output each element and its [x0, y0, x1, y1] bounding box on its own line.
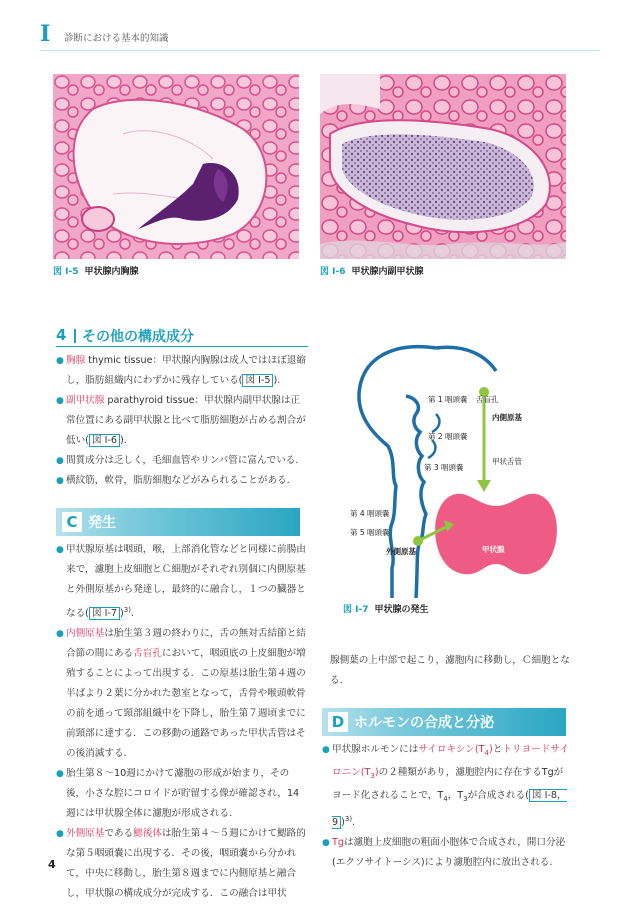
bullet-icon: ●: [56, 545, 64, 555]
term: Tg: [332, 836, 344, 848]
term-text: サイロキシン(T: [418, 744, 485, 755]
label-pouch-3: 第 3 咽頭嚢: [424, 463, 464, 472]
item-text: 甲状腺ホルモンには: [332, 744, 419, 755]
section-4-heading: [56, 326, 308, 347]
subscript: 3: [370, 771, 375, 780]
list-item: [56, 351, 308, 391]
descent-arrow-icon: [477, 480, 491, 492]
bullet-icon: ●: [56, 476, 64, 486]
item-text: ).: [273, 375, 281, 386]
label-thyroid: 甲状腺: [482, 545, 505, 554]
item-text: 甲状腺原基は咽頭，喉，上部消化管などと同様に前腸由来で，濾胞上皮細胞とＣ細胞がそれぞれ別個に内側原基と外側原基から発達し，最終的に融合し，１つの臓器となる(: [66, 544, 306, 620]
term: 副甲状腺: [66, 395, 105, 406]
figure-5-number: 図 I-5: [53, 267, 79, 277]
list-item: [56, 824, 308, 904]
figure-7-number: 図 I-7: [343, 605, 369, 615]
subscript: 4: [484, 748, 489, 757]
figure-6-title: 甲状腺内副甲状腺: [351, 267, 424, 277]
figure-6-number: 図 I-6: [320, 267, 346, 277]
item-text: 横紋筋，軟骨，脂肪細胞などがみられることがある.: [66, 475, 290, 486]
paragraph: [330, 651, 570, 691]
figure-reference-link[interactable]: 図 I-7: [89, 607, 120, 620]
list-item: [322, 740, 570, 833]
section-d-letter: D: [328, 712, 348, 732]
label-pouch-2: 第 2 咽頭嚢: [428, 432, 468, 441]
item-text: が合成される(: [467, 789, 529, 801]
section-c-heading: [56, 508, 300, 536]
item-text: thymic tissue：甲状腺内胸腺は成人ではほぼ退縮し，脂肪組織内にわずかに残存している(: [66, 355, 306, 386]
section-c-body: [56, 540, 308, 904]
figure-5-micrograph: [53, 74, 299, 259]
figure-7-diagram: [336, 336, 576, 598]
section-c-continuation: [330, 651, 570, 691]
bullet-icon: ●: [322, 837, 330, 848]
term-text: トリヨードサイロニン(T: [332, 744, 569, 778]
item-text: .: [352, 816, 356, 828]
page-number: 4: [48, 858, 56, 871]
item-text: は濾胞上皮細胞の粗面小胞体で合成され，開口分泌(エクソサイトーシス)により濾胞腔内に放出される.: [332, 836, 566, 868]
item-text: parathyroid tissue：甲状腺内副甲状腺は正常位置にある副甲状腺と比べて脂肪細胞が占める割合が低い(: [66, 395, 306, 446]
figure-5-title: 甲状腺内胸腺: [84, 267, 139, 277]
item-text: ): [341, 816, 345, 828]
list-item: [56, 540, 308, 624]
figure-7-title: 甲状腺の発生: [374, 605, 429, 615]
item-text: ): [119, 608, 124, 620]
bullet-icon: ●: [322, 745, 330, 755]
label-lateral-anlage: 外側原基: [386, 547, 416, 556]
figure-reference-link[interactable]: 図 I-5: [242, 374, 273, 387]
section-4-number: 4: [56, 326, 67, 344]
figure-6-micrograph: [320, 74, 566, 259]
figure-reference-link[interactable]: 図 I-8，9: [332, 789, 567, 828]
section-d-heading: [322, 708, 566, 736]
section-4-title: その他の構成成分: [82, 329, 194, 345]
term-text: ): [374, 766, 379, 778]
bullet-icon: ●: [56, 829, 64, 840]
lateral-anlage-dot: [413, 536, 423, 546]
list-item: [56, 471, 308, 491]
term: 舌盲孔: [133, 648, 162, 660]
section-d-title: ホルモンの合成と分泌: [354, 715, 494, 731]
running-header: 診断における基本的知識: [64, 33, 169, 44]
bullet-icon: ●: [56, 629, 64, 640]
label-pouch-5: 第 5 咽頭嚢: [350, 528, 390, 537]
list-item: [56, 624, 308, 764]
item-text: 腺側葉の上中部で起こり，濾胞内に移動し，Ｃ細胞となる.: [330, 655, 570, 686]
subscript: 4: [443, 794, 448, 803]
header-rule: [40, 50, 600, 51]
item-text: .: [130, 608, 134, 620]
item-text: は胎生第４〜５週にかけて鰓路的な第５咽頭嚢に出現する．その後，咽頭嚢から分かれて，中央に移動し，胎生第８週までに内側原基と融合し，甲状腺の構成成分が完成する．この融合は甲状: [66, 828, 306, 900]
item-text: 間質成分は乏しく，毛細血管やリンパ管に富んでいる.: [66, 455, 299, 466]
citation: 3): [123, 606, 131, 614]
pouch-outline: [406, 396, 426, 598]
section-c-title: 発生: [88, 515, 116, 531]
citation: 3): [344, 814, 353, 823]
item-text: において，咽頭底の上皮細胞が増殖することによって出現する．この原基は胎生第４週の半ばより２葉に分かれた憩室となって，舌骨や喉頭軟骨の前を通って頸部組織中を下降し，胎生第７週頃までに前頸部に達する．この移動の通路であった甲状舌管はその後消滅する.: [66, 648, 306, 760]
chapter-mark: I: [40, 21, 51, 47]
thyroid-gland-shape: [435, 494, 557, 574]
section-d-body: [322, 740, 570, 873]
label-pouch-1: 第 1 咽頭嚢: [428, 395, 468, 404]
label-thyroglossal-duct: 甲状舌管: [492, 457, 522, 466]
list-item: [322, 833, 570, 873]
label-medial-anlage: 内側原基: [492, 413, 522, 422]
term: 内側原基: [66, 628, 105, 640]
term: 鰓後体: [133, 828, 162, 840]
figure-7-caption: [343, 602, 429, 615]
bullet-icon: ●: [56, 396, 64, 406]
term: [418, 744, 492, 755]
list-item: [56, 451, 308, 471]
figure-6-caption: [320, 264, 424, 277]
term-text: ): [488, 744, 493, 755]
section-4-divider: [74, 329, 76, 343]
item-text: と: [492, 744, 503, 755]
item-text: である: [104, 828, 134, 840]
pharynx-outline: [359, 347, 436, 598]
term: 外側原基: [66, 828, 105, 840]
label-pouch-4: 第 4 咽頭嚢: [350, 509, 390, 518]
subscript: 3: [463, 794, 468, 803]
figure-reference-link[interactable]: 図 I-6: [89, 434, 120, 447]
item-text: ).: [119, 435, 127, 446]
list-item: [56, 764, 308, 824]
section-4-body: [56, 351, 308, 491]
item-text: ，T: [447, 789, 464, 801]
label-foramen-cecum: 舌盲孔: [476, 395, 499, 404]
term: 胸腺: [66, 355, 86, 366]
section-c-letter: C: [62, 512, 82, 532]
bullet-icon: ●: [56, 356, 64, 366]
item-text: の２種類があり，濾胞腔内に存在するTgがヨード化されることで，T: [332, 766, 564, 801]
bullet-icon: ●: [56, 456, 64, 466]
bullet-icon: ●: [56, 769, 64, 780]
figure-5-caption: [53, 264, 139, 277]
item-text: 胎生第８〜10週にかけて濾胞の形成が始まり，その後，小さな腔にコロイドが貯留する像が確認され，14週には甲状腺全体に濾胞が形成される.: [66, 768, 300, 820]
list-item: [56, 391, 308, 451]
item-text: は胎生第３週の終わりに，舌の無対舌結節と結合節の間にある: [66, 628, 306, 660]
tongue-outline: [436, 347, 496, 371]
